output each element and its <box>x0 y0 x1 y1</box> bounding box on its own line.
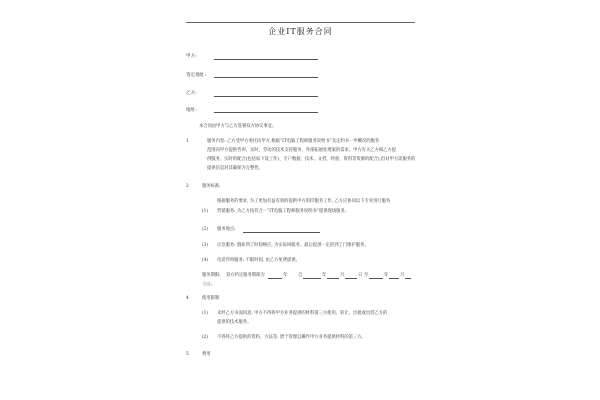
section-1-line-4: 提供信息对其确保为完整性。 <box>207 166 263 171</box>
end-year-unit: 年 <box>384 273 389 278</box>
service-period-label: 服务期限: <box>202 273 221 278</box>
section-2-item-2-text: 服务地点: <box>217 227 236 232</box>
start-day-unit: 日 <box>358 273 363 278</box>
service-period-text: 双方约定服务期限为 <box>226 273 265 278</box>
signing-address-fill-line[interactable] <box>214 77 318 78</box>
section-1-line-1: 服务内容: 乙方受甲方委托向甲方,根据“IT电脑工程师服务说明书”具定约书一甲概况的服务 <box>207 139 380 144</box>
section-1-line-2: 范围向甲方提供咨询、实时、劳动的技术支持服务、外部拓展处理案的需求。甲方有关乙方相乙方提 <box>207 148 397 153</box>
section-2-number: 2 <box>186 184 189 189</box>
end-month-unit: 月 <box>400 273 405 278</box>
section-2-item-1-text: 营销服务: 为乙方按符合一“IT电脑工程师服务说明书”提供现场服务。 <box>217 209 350 214</box>
section-2-item-2-number: (2) <box>202 227 209 232</box>
section-2-intro: 根据服务的要求, 为了更加有益有效的提供甲方的IT服务工作, 乙方应协同以下专业进行服务 <box>217 199 391 204</box>
section-1-line-3: 供服务、实时的配合(包括如下设工作)、专户数据、技术、文档、经验、资料等资源的配合),但对甲方需服务的 <box>207 157 416 162</box>
start-year-unit: 年 <box>322 273 327 278</box>
section-4-item-2-line-1: 不得将乙方提供的资料、方法等, 泄于管理以操作甲方业务提供材料的第三方。 <box>217 335 366 340</box>
section-4-number: 4 <box>186 296 189 301</box>
end-day-unit: 日止。 <box>203 281 215 286</box>
service-period-year-unit: 年 <box>283 273 288 278</box>
header-rule <box>186 22 415 23</box>
party-b-label: 乙方: <box>186 91 197 96</box>
section-5-heading: 费用 <box>202 352 211 357</box>
end-month-fill[interactable] <box>389 278 399 279</box>
start-day-fill[interactable] <box>345 278 357 279</box>
contract-intro: 本合同由甲方与乙方签署双方协议事宜。 <box>199 124 277 129</box>
start-month-fill[interactable] <box>327 278 339 279</box>
party-a-label: 甲方: <box>186 54 197 59</box>
party-b-fill-line[interactable] <box>214 96 318 97</box>
section-5-number: 5 <box>186 352 189 357</box>
address-fill-line[interactable] <box>214 112 318 113</box>
section-2-item-1-number: (1) <box>202 209 209 214</box>
section-2-item-3-number: (3) <box>202 243 209 248</box>
end-year-fill[interactable] <box>369 278 383 279</box>
section-1-number: 1 <box>186 139 189 144</box>
start-year-fill[interactable] <box>303 278 321 279</box>
section-4-item-1-line-2: 提供的技术服务。 <box>217 320 252 325</box>
end-day-fill[interactable] <box>405 278 411 279</box>
address-label: 地址: <box>186 108 197 113</box>
start-month-unit: 月 <box>340 273 345 278</box>
party-a-fill-line[interactable] <box>214 59 318 60</box>
section-4-item-2-number: (2) <box>202 335 209 340</box>
service-period-from: 自 <box>298 273 303 278</box>
signing-address-label: 签定地址: <box>186 73 206 78</box>
section-2-item-4-number: (4) <box>202 258 209 263</box>
section-2-item-3-text: 应急服务: 假如到了时间响应, 为实际回服务。最后提供一定的到了门维护服务。 <box>217 243 369 248</box>
section-2-item-4-text: 电话咨询服务: 不限时间, 由乙方免费提供。 <box>217 258 300 263</box>
section-4-heading: 使用限制 <box>202 296 220 301</box>
service-location-fill-line[interactable] <box>243 232 320 233</box>
section-2-heading: 服务标准: <box>202 184 221 189</box>
section-4-item-1-line-1: 未经乙方书面同意, 甲方不得将甲方业务提供的材料第三方使用、转让、出租或出借乙方的 <box>217 311 388 316</box>
service-period-years-fill[interactable] <box>268 278 282 279</box>
service-period-to: 至 <box>364 273 369 278</box>
section-4-item-1-number: (1) <box>202 311 209 316</box>
document-title: 企业IT服务合同 <box>268 27 333 36</box>
